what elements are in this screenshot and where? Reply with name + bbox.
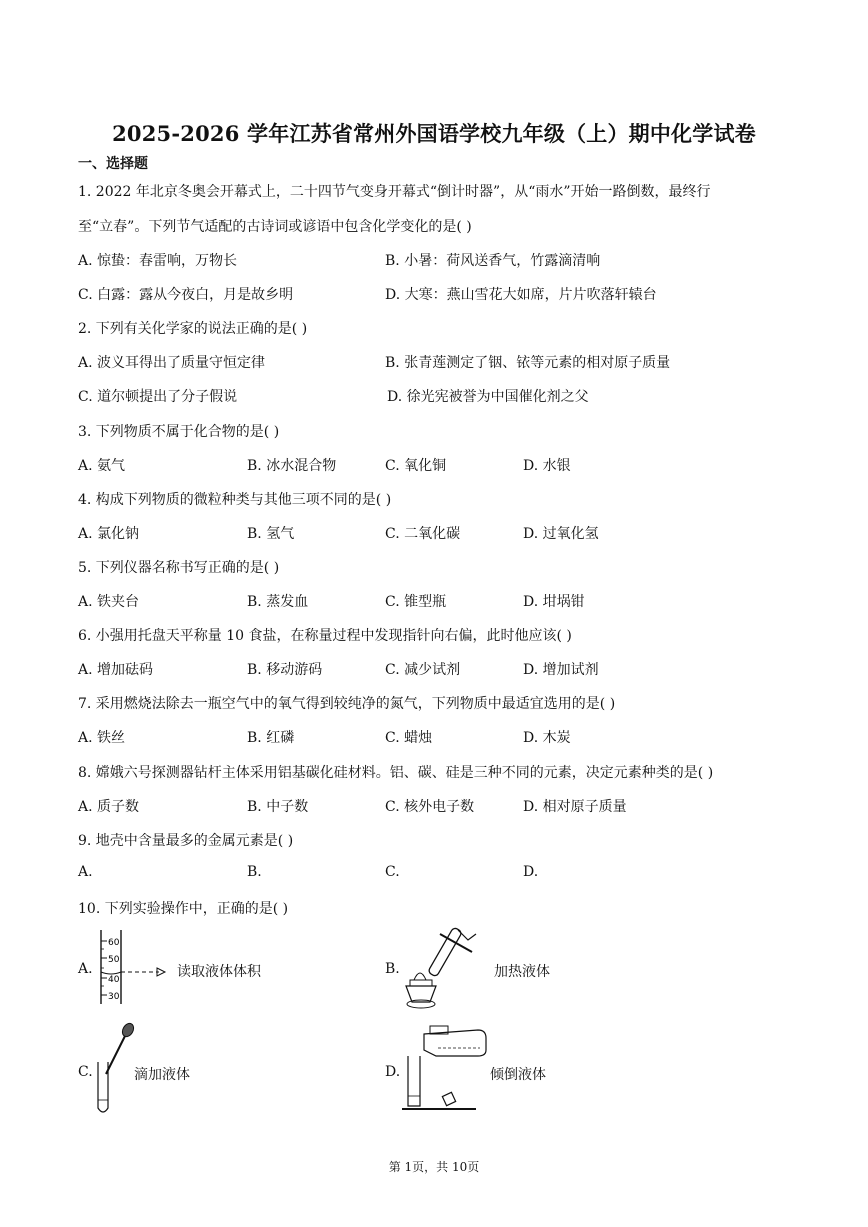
question-8-option-a: A. 质子数 — [78, 799, 140, 815]
question-3-option-d: D. 水银 — [523, 458, 571, 474]
question-9-option-d: D. — [523, 864, 539, 880]
question-7-option-b: B. 红磷 — [247, 730, 295, 746]
question-5-option-d: D. 坩埚钳 — [523, 594, 585, 610]
question-2-stem: 2. 下列有关化学家的说法正确的是( ) — [78, 321, 308, 337]
heating-liquid-figure — [400, 922, 490, 1012]
question-10-option-a-letter: A. — [78, 961, 93, 977]
question-1-stem-line1: 1. 2022 年北京冬奥会开幕式上，二十四节气变身开幕式“倒计时器”，从“雨水”开始一路倒数，最终行 — [78, 184, 711, 200]
question-10-option-a-label: 读取液体体积 — [177, 964, 261, 980]
question-8-option-b: B. 中子数 — [247, 799, 309, 815]
question-4-option-c: C. 二氧化碳 — [385, 526, 461, 542]
question-6-option-d: D. 增加试剂 — [523, 662, 599, 678]
question-7-option-c: C. 蜡烛 — [385, 730, 433, 746]
page-footer: 第 1页，共 10页 — [388, 1160, 480, 1174]
question-1-option-c: C. 白露：露从今夜白，月是故乡明 — [78, 287, 294, 303]
question-9-option-b: B. — [247, 864, 262, 880]
question-10-option-b-label: 加热液体 — [494, 964, 550, 980]
question-8-option-c: C. 核外电子数 — [385, 799, 475, 815]
question-1-option-d: D. 大寒：燕山雪花大如席，片片吹落轩辕台 — [385, 287, 657, 303]
question-6-option-a: A. 增加砝码 — [78, 662, 154, 678]
question-3-stem: 3. 下列物质不属于化合物的是( ) — [78, 424, 280, 440]
question-9-stem: 9. 地壳中含量最多的金属元素是( ) — [78, 833, 294, 849]
question-10-option-b-letter: B. — [385, 961, 400, 977]
question-10-stem: 10. 下列实验操作中，正确的是( ) — [78, 901, 289, 917]
question-3-option-b: B. 冰水混合物 — [247, 458, 337, 474]
page-title: 2025-2026 学年江苏省常州外国语学校九年级（上）期中化学试卷 — [112, 121, 756, 146]
question-9-option-a: A. — [78, 864, 93, 880]
question-3-option-a: A. 氨气 — [78, 458, 126, 474]
question-10-option-d-label: 倾倒液体 — [490, 1067, 546, 1083]
question-7-stem: 7. 采用燃烧法除去一瓶空气中的氧气得到较纯净的氮气，下列物质中最适宜选用的是( ) — [78, 696, 616, 712]
question-8-option-d: D. 相对原子质量 — [523, 799, 627, 815]
measuring-cylinder-figure — [95, 928, 185, 1008]
cylinder-tick-40: 40 — [108, 975, 120, 985]
question-5-option-a: A. 铁夹台 — [78, 594, 140, 610]
question-4-option-d: D. 过氧化氢 — [523, 526, 599, 542]
question-9-option-c: C. — [385, 864, 400, 880]
question-4-option-b: B. 氢气 — [247, 526, 295, 542]
question-7-option-d: D. 木炭 — [523, 730, 571, 746]
question-3-option-c: C. 氧化铜 — [385, 458, 447, 474]
question-6-stem: 6. 小强用托盘天平称量 10 食盐，在称量过程中发现指针向右偏，此时他应该( ) — [78, 628, 572, 644]
question-2-option-b: B. 张青莲测定了铟、铱等元素的相对原子质量 — [385, 355, 671, 371]
question-2-option-a: A. 波义耳得出了质量守恒定律 — [78, 355, 266, 371]
question-10-option-d-letter: D. — [385, 1064, 401, 1080]
question-2-option-d: D. 徐光宪被誉为中国催化剂之父 — [387, 389, 589, 405]
cylinder-tick-30: 30 — [108, 992, 120, 1002]
question-8-stem: 8. 嫦娥六号探测器钻杆主体采用铝基碳化硅材料。铝、碳、硅是三种不同的元素，决定元素种类的是( ) — [78, 765, 714, 781]
cylinder-tick-60: 60 — [108, 938, 120, 948]
pouring-liquid-figure — [400, 1022, 490, 1114]
question-10-option-c-letter: C. — [78, 1064, 93, 1080]
question-2-option-c: C. 道尔顿提出了分子假说 — [78, 389, 238, 405]
question-1-option-b: B. 小暑：荷风送香气，竹露滴清响 — [385, 253, 601, 269]
section-heading: 一、选择题 — [78, 156, 148, 172]
question-5-option-c: C. 锥型瓶 — [385, 594, 447, 610]
question-6-option-c: C. 减少试剂 — [385, 662, 461, 678]
cylinder-tick-50: 50 — [108, 955, 120, 965]
question-7-option-a: A. 铁丝 — [78, 730, 126, 746]
question-10-option-c-label: 滴加液体 — [134, 1067, 190, 1083]
question-5-option-b: B. 蒸发血 — [247, 594, 309, 610]
question-1-stem-line2: 至“立春”。下列节气适配的古诗词或谚语中包含化学变化的是( ) — [78, 219, 472, 235]
question-5-stem: 5. 下列仪器名称书写正确的是( ) — [78, 560, 280, 576]
question-4-option-a: A. 氯化钠 — [78, 526, 140, 542]
question-1-option-a: A. 惊蛰：春雷响，万物长 — [78, 253, 238, 269]
question-6-option-b: B. 移动游码 — [247, 662, 323, 678]
question-4-stem: 4. 构成下列物质的微粒种类与其他三项不同的是( ) — [78, 492, 392, 508]
